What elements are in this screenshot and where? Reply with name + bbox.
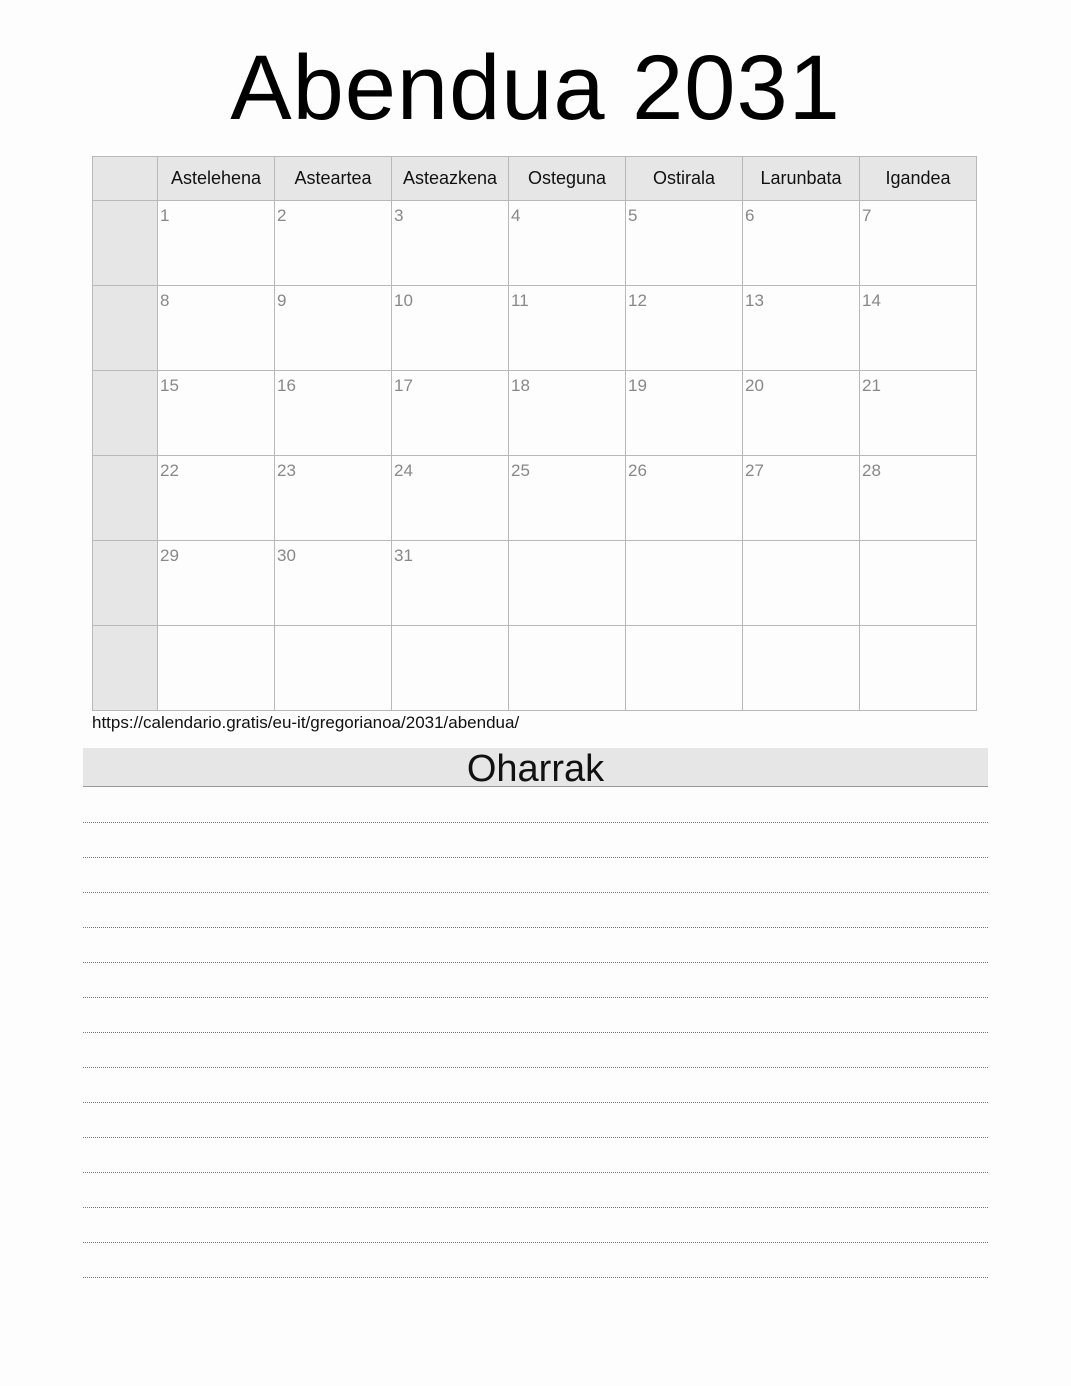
note-line xyxy=(83,1243,988,1278)
day-number: 12 xyxy=(628,291,647,310)
note-line xyxy=(83,928,988,963)
weekday-header-row xyxy=(93,157,977,201)
weekday-header: Asteazkena xyxy=(392,157,509,201)
day-number: 7 xyxy=(862,206,872,225)
note-line xyxy=(83,1173,988,1208)
note-line xyxy=(83,963,988,998)
day-number: 14 xyxy=(862,291,881,310)
day-number: 16 xyxy=(277,376,296,395)
day-cell xyxy=(158,286,275,371)
day-cell xyxy=(275,201,392,286)
day-number: 29 xyxy=(160,546,179,565)
note-line xyxy=(83,823,988,858)
day-cell xyxy=(743,371,860,456)
day-number: 8 xyxy=(160,291,170,310)
week-row xyxy=(93,456,977,541)
day-number: 3 xyxy=(394,206,404,225)
day-cell xyxy=(626,286,743,371)
day-cell xyxy=(392,626,509,711)
day-cell xyxy=(392,456,509,541)
day-cell xyxy=(743,541,860,626)
note-line xyxy=(83,1103,988,1138)
day-number: 24 xyxy=(394,461,413,480)
weekday-header: Asteartea xyxy=(275,157,392,201)
day-number xyxy=(626,541,742,547)
day-number: 22 xyxy=(160,461,179,480)
day-number xyxy=(509,541,625,547)
day-cell xyxy=(509,541,626,626)
day-number: 30 xyxy=(277,546,296,565)
month-calendar-grid xyxy=(92,156,977,711)
day-number: 4 xyxy=(511,206,521,225)
day-number xyxy=(860,541,976,547)
day-cell xyxy=(158,456,275,541)
day-number: 31 xyxy=(394,546,413,565)
day-cell xyxy=(509,286,626,371)
week-number-cell xyxy=(93,541,158,626)
weekday-header: Larunbata xyxy=(743,157,860,201)
day-number: 21 xyxy=(862,376,881,395)
day-number xyxy=(509,626,625,632)
day-cell xyxy=(626,626,743,711)
note-line xyxy=(83,1033,988,1068)
day-cell xyxy=(743,201,860,286)
notes-lines xyxy=(83,822,988,1278)
day-cell xyxy=(158,626,275,711)
week-row xyxy=(93,201,977,286)
day-number: 28 xyxy=(862,461,881,480)
day-number xyxy=(743,541,859,547)
day-number: 25 xyxy=(511,461,530,480)
weekday-header: Astelehena xyxy=(158,157,275,201)
day-cell xyxy=(158,201,275,286)
day-number xyxy=(158,626,274,632)
day-cell xyxy=(626,541,743,626)
week-number-cell xyxy=(93,456,158,541)
day-cell xyxy=(509,371,626,456)
day-number: 2 xyxy=(277,206,287,225)
day-cell xyxy=(743,286,860,371)
week-number-cell xyxy=(93,201,158,286)
day-cell xyxy=(158,541,275,626)
day-cell xyxy=(275,456,392,541)
note-line xyxy=(83,1068,988,1103)
day-number xyxy=(860,626,976,632)
day-cell xyxy=(860,456,977,541)
day-number: 17 xyxy=(394,376,413,395)
note-line xyxy=(83,998,988,1033)
day-number: 13 xyxy=(745,291,764,310)
day-number: 9 xyxy=(277,291,287,310)
week-row xyxy=(93,286,977,371)
day-number: 20 xyxy=(745,376,764,395)
day-cell xyxy=(743,626,860,711)
week-row xyxy=(93,541,977,626)
day-cell xyxy=(860,371,977,456)
day-cell xyxy=(275,286,392,371)
day-cell xyxy=(509,626,626,711)
day-cell xyxy=(275,626,392,711)
day-cell xyxy=(626,456,743,541)
day-number xyxy=(743,626,859,632)
week-number-cell xyxy=(93,626,158,711)
day-number xyxy=(275,626,391,632)
day-number: 27 xyxy=(745,461,764,480)
day-number: 1 xyxy=(160,206,170,225)
day-cell xyxy=(626,201,743,286)
note-line xyxy=(83,858,988,893)
day-cell xyxy=(743,456,860,541)
weekday-header: Igandea xyxy=(860,157,977,201)
day-cell xyxy=(392,371,509,456)
week-row xyxy=(93,371,977,456)
day-number xyxy=(392,626,508,632)
day-cell xyxy=(392,201,509,286)
day-number: 11 xyxy=(511,291,529,310)
day-cell xyxy=(392,541,509,626)
day-number: 18 xyxy=(511,376,530,395)
week-number-header xyxy=(93,157,158,201)
day-cell xyxy=(158,371,275,456)
note-line xyxy=(83,1138,988,1173)
note-line xyxy=(83,1208,988,1243)
day-number: 15 xyxy=(160,376,179,395)
week-number-cell xyxy=(93,286,158,371)
weekday-header: Ostirala xyxy=(626,157,743,201)
weekday-header: Osteguna xyxy=(509,157,626,201)
day-cell xyxy=(860,626,977,711)
day-cell xyxy=(860,541,977,626)
week-number-cell xyxy=(93,371,158,456)
note-line xyxy=(83,893,988,928)
day-cell xyxy=(275,541,392,626)
day-number: 10 xyxy=(394,291,413,310)
day-number: 26 xyxy=(628,461,647,480)
day-cell xyxy=(626,371,743,456)
week-row xyxy=(93,626,977,711)
day-number: 19 xyxy=(628,376,647,395)
day-cell xyxy=(275,371,392,456)
day-cell xyxy=(860,201,977,286)
day-number xyxy=(626,626,742,632)
day-cell xyxy=(509,201,626,286)
day-number: 6 xyxy=(745,206,755,225)
day-number: 23 xyxy=(277,461,296,480)
page-title: Abendua 2031 xyxy=(230,37,841,139)
day-number: 5 xyxy=(628,206,638,225)
notes-title: Oharrak xyxy=(83,748,988,787)
source-url: https://calendario.gratis/eu-it/gregorianoa/2031/abendua/ xyxy=(92,713,520,732)
day-cell xyxy=(392,286,509,371)
day-cell xyxy=(509,456,626,541)
day-cell xyxy=(860,286,977,371)
